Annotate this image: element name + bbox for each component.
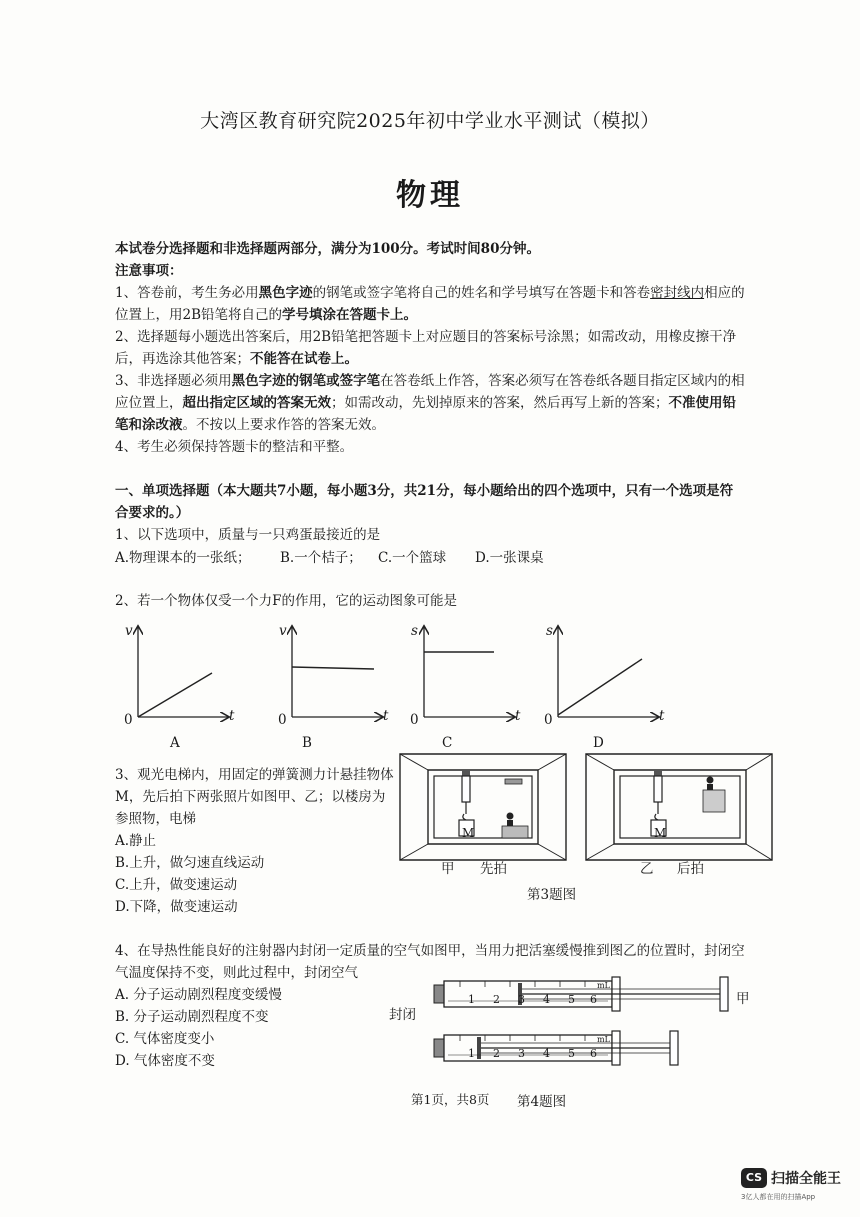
q4-option-c: C. 气体密度变小 <box>115 1031 215 1047</box>
q4-scale-digit: 6 <box>590 993 597 1006</box>
q3-fig-jia-caption: 先拍 <box>480 861 507 877</box>
q4-scale-unit: mL <box>597 981 610 990</box>
notice-1-emph: 黑色字迹 <box>258 285 313 301</box>
q2-a-x-axis: t <box>229 708 235 724</box>
notice-3-emph: 黑色字迹的钢笔或签字笔 <box>231 373 381 389</box>
section-1-heading <box>115 480 755 524</box>
notice-1-part: 1、答卷前，考生务必用 <box>115 285 259 301</box>
q2-a-y-axis: v <box>125 623 133 639</box>
q4-syringe-jia <box>434 977 728 1011</box>
notice-1 <box>115 282 755 326</box>
q4-fig-caption: 第4题图 <box>517 1094 567 1110</box>
q1-option-a: A.物理课本的一张纸； <box>115 550 251 566</box>
subject-title: 物理 <box>396 178 464 213</box>
q4-scale-digit: 3 <box>518 993 525 1006</box>
scanner-tagline: 3亿人都在用的扫描App <box>741 1193 816 1201</box>
scanner-logo-icon: CS <box>741 1168 767 1188</box>
notice-2-part: 2、选择题每小题选出答案后，用2B铅笔把答题卡上对应题目的答案标号涂黑；如需改动，用橡皮擦干净 <box>115 329 737 345</box>
q2-stem: 2、若一个物体仅受一个力F的作用，它的运动图象可能是 <box>115 593 457 609</box>
q1-option-b: B.一个桔子； <box>280 550 362 566</box>
q4-scale-top <box>460 981 585 987</box>
q2-a-origin: 0 <box>124 712 133 728</box>
q4-stem-line: 气温度保持不变，则此过程中，封闭空气 <box>115 965 358 981</box>
q2-graph-a <box>138 627 228 717</box>
q2-c-y-axis: s <box>411 623 418 639</box>
q3-option-d: D.下降，做变速运动 <box>115 899 238 915</box>
q3-stem-line: M，先后拍下两张照片如图甲、乙；以楼房为 <box>115 789 386 805</box>
q3-mass-label-yi: M <box>654 826 667 840</box>
q2-d-y-axis: s <box>546 623 553 639</box>
notice-1-underline: 密封线内 <box>650 285 705 301</box>
notice-heading: 注意事项： <box>115 263 183 279</box>
page-number: 第1页，共8页 <box>411 1092 490 1107</box>
q3-mass-label-jia: M <box>462 826 475 840</box>
q2-d-origin: 0 <box>544 712 553 728</box>
q3-option-b: B.上升，做匀速直线运动 <box>115 855 265 871</box>
q4-fig-jia-label: 甲 <box>736 991 750 1007</box>
scanner-name: 扫描全能王 <box>771 1171 841 1187</box>
q2-graph-d-line <box>558 659 642 715</box>
q4-option-d: D. 气体密度不变 <box>115 1053 215 1069</box>
q4-scale-digit: 6 <box>590 1047 597 1060</box>
q4-scale-digit: 2 <box>493 993 500 1006</box>
q3-figure <box>398 752 778 862</box>
section-1-heading-line: 一、单项选择题（本大题共7小题，每小题3分，共21分，每小题给出的四个选项中，只有一个选项是符 <box>115 483 734 499</box>
notice-3-emph: 超出指定区域的答案无效 <box>182 395 331 411</box>
q2-c-x-axis: t <box>515 708 521 724</box>
q4-scale-digit: 4 <box>543 1047 550 1060</box>
q2-b-origin: 0 <box>278 712 287 728</box>
notice-3-part: 在答卷纸上作答，答案必须写在答卷纸各题目指定区域内的相 <box>380 373 745 389</box>
notice-1-part: 的钢笔或签字笔将自己的姓名和学号填写在答题卡和答卷 <box>312 285 651 301</box>
notice-2-emph: 不能答在试卷上。 <box>250 351 358 367</box>
q3-stem-line: 3、观光电梯内，用固定的弹簧测力计悬挂物体 <box>115 767 394 783</box>
q2-graph-b <box>292 627 382 717</box>
q3-option-a: A.静止 <box>115 833 157 849</box>
q4-scale-digit: 1 <box>468 1047 475 1060</box>
q2-a-label: A <box>170 735 180 751</box>
q2-graph-c <box>424 627 514 717</box>
q3-fig-caption: 第3题图 <box>527 887 577 903</box>
q4-options <box>115 984 395 1072</box>
q3-elevator-jia <box>400 754 566 860</box>
q3-fig-jia-label: 甲 <box>441 861 455 877</box>
q3-option-c: C.上升，做变速运动 <box>115 877 238 893</box>
notice-2 <box>115 326 755 370</box>
notice-3-part: 3、非选择题必须用 <box>115 373 232 389</box>
q2-c-label: C <box>442 735 453 751</box>
q4-stem-line: 4、在导热性能良好的注射器内封闭一定质量的空气如图甲，当用力把活塞缓慢推到图乙的位置时，封闭空 <box>115 943 745 959</box>
q3-fig-yi-caption: 后拍 <box>677 861 704 877</box>
q4-scale-unit: mL <box>597 1035 610 1044</box>
scanner-watermark <box>741 1166 851 1206</box>
notice-1-emph: 学号填涂在答题卡上。 <box>282 307 418 323</box>
notice-3-part: 。不按以上要求作答的答案无效。 <box>182 417 385 433</box>
notice-3-part: 应位置上， <box>115 395 183 411</box>
q2-graph-d <box>558 627 658 717</box>
q2-d-x-axis: t <box>659 708 665 724</box>
q4-option-b: B. 分子运动剧烈程度不变 <box>115 1009 269 1025</box>
q2-graph-b-line <box>292 667 374 669</box>
notice-1-part: 位置上，用2B铅笔将自己的 <box>115 307 283 323</box>
notice-1-part: 相应的 <box>704 285 745 301</box>
q2-b-label: B <box>302 735 312 751</box>
section-1-heading-line: 合要求的。） <box>115 505 190 521</box>
q3-stem <box>115 764 405 918</box>
q3-fig-yi-label: 乙 <box>640 861 654 877</box>
notice-2-part: 后，再选涂其他答案； <box>115 351 250 367</box>
notice-3-part: ；如需改动，先划掉原来的答案，然后再写上新的答案； <box>331 395 669 411</box>
q4-scale-digit: 5 <box>568 993 575 1006</box>
notice-3-emph: 笔和涂改液 <box>115 417 183 433</box>
q3-elevator-yi <box>586 754 772 860</box>
q4-scale-digit: 3 <box>518 1047 525 1060</box>
q2-b-y-axis: v <box>279 623 287 639</box>
q4-scale-digit: 2 <box>493 1047 500 1060</box>
q3-stem-line: 参照物，电梯 <box>115 811 196 827</box>
q4-scale-digit: 5 <box>568 1047 575 1060</box>
q4-option-a: A. 分子运动剧烈程度变缓慢 <box>115 987 282 1003</box>
q4-seal-label: 封闭 <box>389 1007 416 1023</box>
q2-d-label: D <box>593 735 604 751</box>
notice-3-emph: 不准使用铅 <box>668 395 736 411</box>
q1-stem: 1、以下选项中，质量与一只鸡蛋最接近的是 <box>115 527 381 543</box>
q2-graph-a-line <box>138 673 212 717</box>
q4-scale-digit: 4 <box>543 993 550 1006</box>
q1-option-d: D.一张课桌 <box>475 550 544 566</box>
q4-scale-digit: 1 <box>468 993 475 1006</box>
q2-b-x-axis: t <box>383 708 389 724</box>
notice-3 <box>115 370 755 436</box>
exam-title: 大湾区教育研究院2025年初中学业水平测试（模拟） <box>200 110 660 132</box>
notice-4: 4、考生必须保持答题卡的整洁和平整。 <box>115 439 354 455</box>
q2-graphs <box>110 615 670 730</box>
q1-option-c: C.一个篮球 <box>378 550 447 566</box>
exam-summary: 本试卷分选择题和非选择题两部分，满分为100分。考试时间80分钟。 <box>115 241 540 257</box>
q2-c-origin: 0 <box>410 712 419 728</box>
